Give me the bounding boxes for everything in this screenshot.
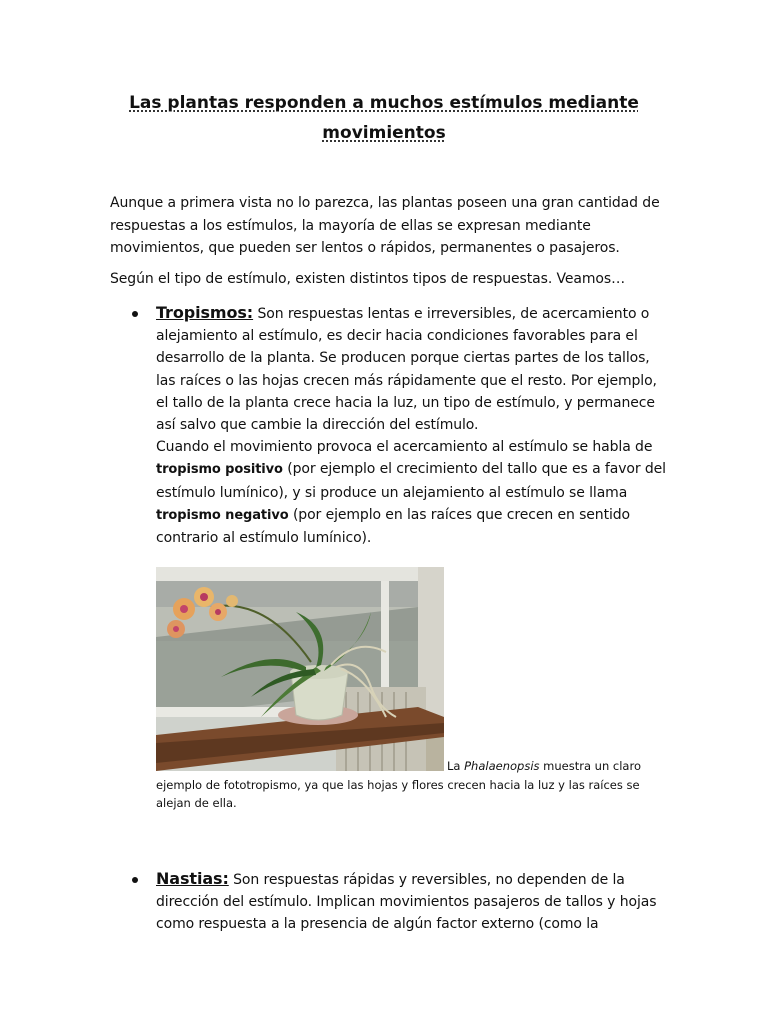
caption-italic: Phalaenopsis — [464, 759, 540, 773]
tropismos-text2a: Cuando el movimiento provoca el acercamiento al estímulo se habla de — [156, 439, 653, 456]
tropismos-item — [156, 302, 666, 549]
nastias-text: Son respuestas rápidas y reversibles, no dependen de la dirección del estímulo. Implican movimientos pasajeros de tallos y hojas como respuesta a la presencia de algún factor externo (como la — [156, 872, 657, 933]
nastias-term: Nastias: — [156, 869, 229, 888]
bullet-nastias — [132, 877, 138, 883]
tropismos-text: Son respuestas lentas e irreversibles, de acercamiento o alejamiento al estímulo, es decir hacia condiciones favorables para el desarrollo de la planta. Se producen porque ciertas partes de los tallos, las raíces o las hojas crecen más rápidamente que el resto. Por ejemplo, el tallo de la planta crece hacia la luz, un tipo de estímulo, y permanece así salvo que cambie la dirección del estímulo. — [156, 306, 657, 434]
tropismos-text2b: (por ejemplo el crecimiento del tallo que es a favor del estímulo lumínico), y si produce un alejamiento al estímulo se llama — [156, 461, 666, 501]
photo-caption: La Phalaenopsis muestra un claro ejemplo de fototropismo, ya que las hojas y flores crecen hacia la luz y las raíces se alejan de ella. — [156, 759, 641, 810]
bullet-tropismos — [132, 311, 138, 317]
nastias-item — [156, 868, 666, 936]
types-paragraph: Según el tipo de estímulo, existen distintos tipos de respuestas. Veamos… — [110, 271, 625, 287]
page-title: Las plantas responden a muchos estímulos mediante movimientos — [129, 93, 639, 143]
tropismo-positivo: tropismo positivo — [156, 462, 283, 478]
tropismos-term: Tropismos: — [156, 303, 254, 322]
tropismos-text2c: (por ejemplo en las raíces que crecen en sentido contrario al estímulo lumínico). — [156, 506, 631, 547]
orchid-photo — [156, 567, 444, 771]
intro-paragraph: Aunque a primera vista no lo parezca, las plantas poseen una gran cantidad de respuestas a los estímulos, la mayoría de ellas se expresan mediante movimientos, que pueden ser lentos o rápidos, permanentes o pasajeros. — [110, 195, 660, 256]
tropismo-negativo: tropismo negativo — [156, 507, 289, 523]
